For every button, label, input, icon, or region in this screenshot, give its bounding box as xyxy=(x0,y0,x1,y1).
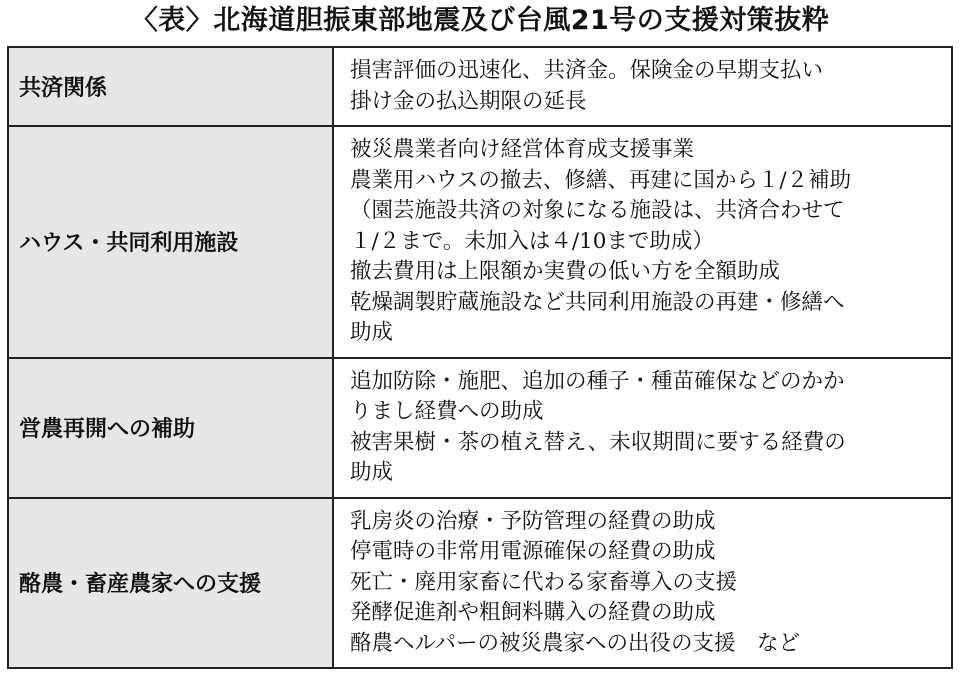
detail-line: 追加防除・施肥、追加の種子・種苗確保などのかか xyxy=(350,368,845,394)
support-measures-table xyxy=(7,46,953,669)
detail-line: 被災農業者向け経営体育成支援事業 xyxy=(350,137,695,162)
category-cell: 酪農・畜産農家への支援 xyxy=(8,498,333,669)
detail-line: 掛け金の払込期限の延長 xyxy=(350,88,587,114)
detail-line: 停電時の非常用電源確保の経費の助成 xyxy=(350,539,716,564)
table-row xyxy=(8,126,952,358)
category-cell: ハウス・共同利用施設 xyxy=(8,126,333,358)
detail-line: 助成 xyxy=(350,460,394,485)
detail-line: 撤去費用は上限額か実費の低い方を全額助成 xyxy=(350,259,781,284)
table-row xyxy=(8,498,952,669)
detail-line: 損害評価の迅速化、共済金。保険金の早期支払い xyxy=(350,58,824,83)
details-cell xyxy=(333,47,952,126)
table-title: 〈表〉北海道胆振東部地震及び台風21号の支援対策抜粋 xyxy=(130,5,830,36)
table-row xyxy=(8,358,952,498)
category-cell: 営農再開への補助 xyxy=(8,358,333,498)
detail-line: 農業用ハウスの撤去、修繕、再建に国から１/２補助 xyxy=(350,167,852,193)
detail-line: 乳房炎の治療・予防管理の経費の助成 xyxy=(350,508,716,534)
detail-line: （園芸施設共済の対象になる施設は、共済合わせて xyxy=(350,198,845,223)
detail-line: 乾燥調製貯蔵施設など共同利用施設の再建・修繕へ xyxy=(350,289,845,315)
details-cell xyxy=(333,498,952,669)
table-row xyxy=(8,47,952,126)
detail-line: 死亡・廃用家畜に代わる家畜導入の支援 xyxy=(350,569,738,595)
detail-line: 助成 xyxy=(350,320,394,345)
detail-line: 発酵促進剤や粗飼料購入の経費の助成 xyxy=(350,600,716,625)
category-cell: 共済関係 xyxy=(8,47,333,126)
details-cell xyxy=(333,126,952,358)
detail-line: 被害果樹・茶の植え替え、未収期間に要する経費の xyxy=(350,429,846,455)
detail-line: りまし経費への助成 xyxy=(350,399,544,424)
detail-line: １/２まで。未加入は４/10まで助成） xyxy=(350,228,714,254)
detail-line: 酪農ヘルパーの被災農家への出役の支援 など xyxy=(350,630,800,656)
details-cell xyxy=(333,358,952,498)
